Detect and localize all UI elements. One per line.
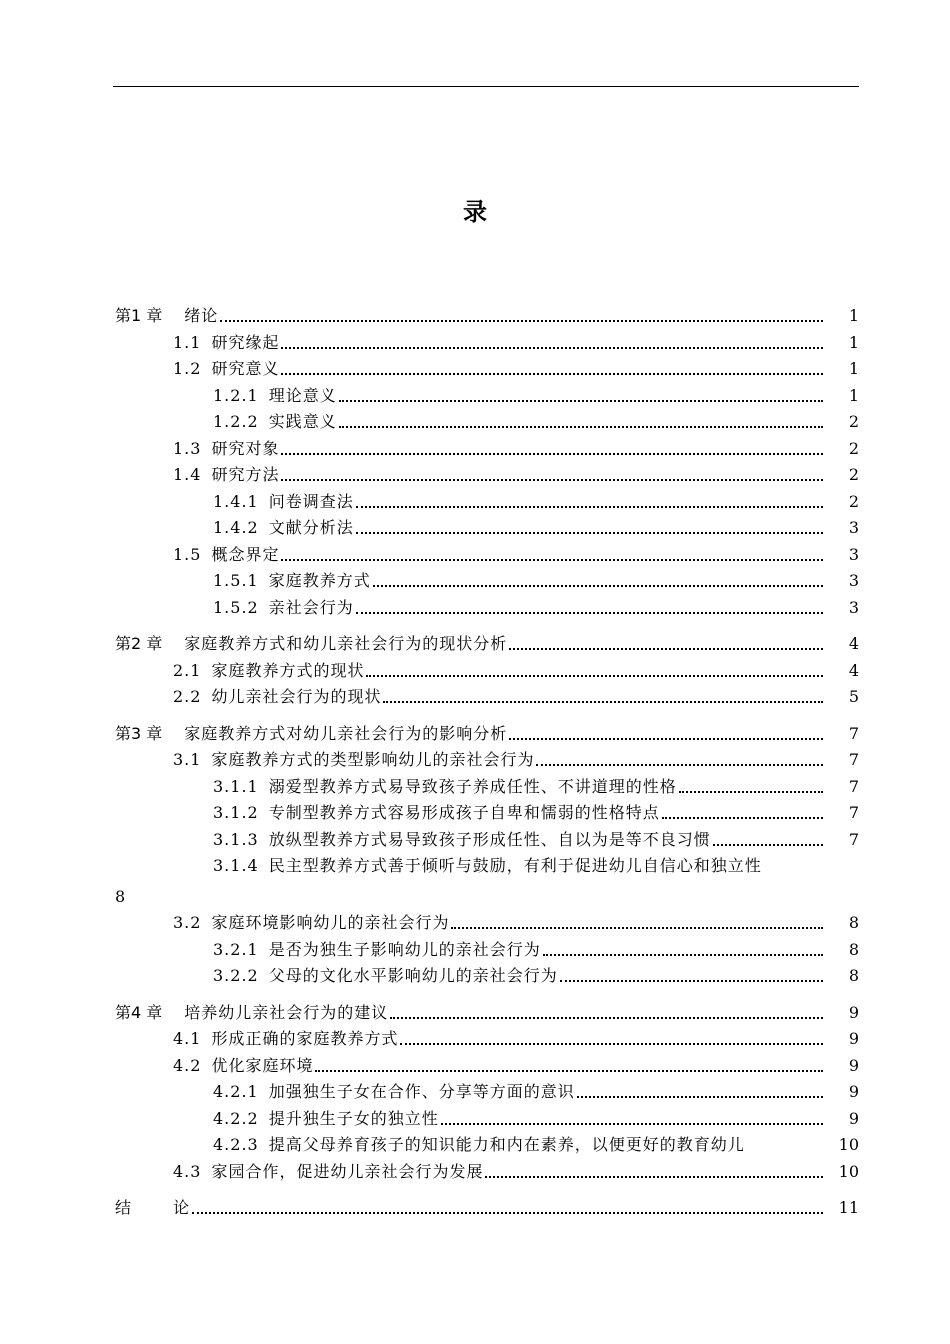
leader-dots: [356, 500, 823, 508]
toc-label: 理论意义: [268, 385, 337, 405]
toc-number: 4.1: [173, 1029, 202, 1048]
toc-chapter-entry[interactable]: [115, 628, 859, 654]
toc-number: 2.1: [173, 660, 202, 680]
leader-dots: [281, 447, 823, 455]
toc-number: 3.2.2: [213, 966, 259, 985]
toc-number: 3.2: [173, 913, 202, 932]
leader-dots: [543, 948, 823, 956]
toc-page-number: 7: [848, 803, 859, 822]
toc-page-number: 5: [848, 687, 859, 706]
toc-entry[interactable]: [115, 539, 859, 565]
toc-page-number: 3: [848, 518, 859, 537]
toc-chapter-entry[interactable]: [115, 997, 859, 1023]
toc-entry[interactable]: [115, 1076, 859, 1102]
toc-page-number: 3: [848, 597, 859, 617]
toc-number: 1.5: [173, 544, 202, 564]
leader-dots: [315, 1064, 823, 1072]
toc-number: 1.1: [173, 332, 202, 352]
toc-number: 3.2.1: [213, 939, 259, 959]
leader-dots: [366, 669, 823, 677]
leader-dots: [509, 732, 823, 740]
toc-page-number: 1: [848, 332, 859, 352]
toc-page-number: 2: [848, 465, 859, 484]
leader-dots: [356, 526, 823, 534]
toc-number: 3.1.2: [213, 803, 259, 822]
leader-dots: [281, 341, 823, 349]
toc-number: 1.5.1: [213, 571, 259, 590]
toc-entry[interactable]: [115, 512, 859, 538]
toc-label: 家庭教养方式的类型影响幼儿的亲社会行为: [211, 750, 535, 769]
toc-entry[interactable]: [115, 934, 859, 960]
toc-number: 2.2: [173, 687, 202, 706]
toc-label: 文献分析法: [268, 518, 354, 537]
leader-dots: [192, 1206, 823, 1214]
leader-dots: [441, 1117, 823, 1125]
toc-entry[interactable]: [115, 1156, 859, 1182]
toc-page-number: 1: [848, 306, 859, 325]
toc-page-number: 8: [848, 913, 859, 932]
toc-entry[interactable]: [115, 797, 859, 823]
toc-entry[interactable]: [115, 1103, 859, 1129]
toc-number: 3.1.1: [213, 776, 259, 796]
toc-entry[interactable]: [115, 744, 859, 770]
toc-label: 研究对象: [211, 438, 280, 458]
toc-label: 民主型教养方式善于倾听与鼓励，有利于促进幼儿自信心和独立性: [268, 856, 762, 875]
leader-dots: [536, 758, 823, 766]
toc-page-number: 9: [848, 1082, 859, 1101]
toc-entry[interactable]: [115, 565, 859, 591]
leader-dots: [356, 606, 823, 614]
toc-number: 4.2.1: [213, 1082, 259, 1101]
toc-label: 概念界定: [211, 544, 280, 564]
leader-dots: [339, 420, 823, 428]
page-title: 录: [463, 198, 487, 226]
leader-dots: [451, 921, 823, 929]
toc-chapter-entry[interactable]: [115, 718, 859, 744]
toc-number: 结: [115, 1198, 132, 1217]
toc-number: 1.4.2: [213, 518, 259, 537]
toc-page-number: 7: [848, 723, 859, 743]
toc-page-number: 1: [848, 385, 859, 405]
toc-page-number: 4: [848, 634, 859, 653]
toc-chapter-entry[interactable]: [115, 300, 859, 326]
toc-label: 优化家庭环境: [211, 1055, 314, 1075]
toc-label: 是否为独生子影响幼儿的亲社会行为: [268, 939, 541, 959]
toc-entry[interactable]: [115, 1023, 859, 1049]
toc-entry[interactable]: [115, 824, 859, 850]
toc-label: 家庭教养方式对幼儿亲社会行为的影响分析: [184, 723, 508, 743]
toc-page-number: 8: [115, 886, 126, 906]
toc-entry[interactable]: [115, 327, 859, 353]
toc-number: 3.1.3: [213, 829, 259, 849]
toc-label: 提高父母养育孩子的知识能力和内在素养，以便更好的教育幼儿: [268, 1135, 745, 1154]
leader-dots: [400, 1037, 823, 1045]
toc-number: 1.5.2: [213, 597, 259, 617]
toc-label: 加强独生子女在合作、分享等方面的意识: [268, 1082, 575, 1101]
toc-page-number: 8: [848, 939, 859, 959]
toc-label: 家庭环境影响幼儿的亲社会行为: [211, 913, 450, 932]
toc-page-number: 2: [848, 438, 859, 458]
toc-number: 4.3: [173, 1161, 202, 1181]
toc-label: 培养幼儿亲社会行为的建议: [184, 1002, 389, 1022]
toc-number: 4.2.2: [213, 1108, 259, 1128]
leader-dots: [373, 579, 823, 587]
toc-page-number: 2: [848, 412, 859, 431]
leader-dots: [281, 473, 823, 481]
toc-label: 幼儿亲社会行为的现状: [211, 687, 382, 706]
toc-entry[interactable]: [115, 592, 859, 618]
toc-number: 1.4.1: [213, 491, 259, 511]
toc-number: 第3 章: [115, 723, 163, 743]
leader-dots: [281, 367, 823, 375]
toc-number: 第4 章: [115, 1002, 163, 1022]
toc-page-number: 9: [848, 1055, 859, 1075]
toc-number: 4.2: [173, 1055, 202, 1075]
toc-label: 研究缘起: [211, 332, 280, 352]
toc-entry[interactable]: [115, 655, 859, 681]
toc-page-number: 10: [838, 1135, 859, 1154]
toc-entry[interactable]: [115, 771, 859, 797]
toc-entry[interactable]: [115, 907, 859, 933]
leader-dots: [662, 811, 823, 819]
leader-dots: [339, 394, 823, 402]
toc-entry[interactable]: [115, 1050, 859, 1076]
toc-entry[interactable]: [115, 380, 859, 406]
toc-label: 形成正确的家庭教养方式: [211, 1029, 399, 1048]
toc-label: 问卷调查法: [268, 491, 354, 511]
toc-page-number: 10: [838, 1161, 859, 1181]
leader-dots: [679, 785, 823, 793]
toc-label: 家庭教养方式的现状: [211, 660, 365, 680]
toc-page-number: 7: [848, 776, 859, 796]
toc-page-number: 7: [848, 829, 859, 849]
leader-dots: [390, 1011, 823, 1019]
toc-entry[interactable]: [115, 681, 859, 707]
leader-dots: [577, 1090, 823, 1098]
toc-entry[interactable]: [115, 1129, 859, 1155]
toc-entry[interactable]: [115, 960, 859, 986]
toc-label: 研究意义: [211, 359, 280, 378]
toc-number: 3.1.4: [213, 856, 259, 875]
leader-dots: [747, 1145, 823, 1151]
toc-label: 家庭教养方式和幼儿亲社会行为的现状分析: [184, 634, 508, 653]
toc-label: 实践意义: [268, 412, 337, 431]
toc-label: 提升独生子女的独立性: [268, 1108, 439, 1128]
toc-entry[interactable]: [115, 486, 859, 512]
toc-page-number: 11: [838, 1198, 859, 1217]
toc-entry[interactable]: [115, 353, 859, 379]
toc-label: 放纵型教养方式易导致孩子形成任性、自以为是等不良习惯: [268, 829, 711, 849]
leader-dots: [713, 838, 823, 846]
toc-label: 专制型教养方式容易形成孩子自卑和懦弱的性格特点: [268, 803, 660, 822]
toc-label: 论: [173, 1198, 191, 1217]
toc-label: 亲社会行为: [268, 597, 354, 617]
toc-entry[interactable]: [115, 459, 859, 485]
toc-label: 家庭教养方式: [268, 571, 371, 590]
toc-page-number: 9: [848, 1002, 859, 1022]
toc-entry[interactable]: [115, 406, 859, 432]
toc-page-number: 3: [848, 571, 859, 590]
toc-label: 家园合作，促进幼儿亲社会行为发展: [211, 1161, 484, 1181]
toc-number: 1.2: [173, 359, 202, 378]
toc-entry[interactable]: [115, 850, 859, 876]
toc-number: 4.2.3: [213, 1135, 259, 1154]
leader-dots: [509, 642, 823, 650]
toc-label: 溺爱型教养方式易导致孩子养成任性、不讲道理的性格: [268, 776, 677, 796]
toc-chapter-entry[interactable]: [115, 1192, 859, 1218]
toc-label: 父母的文化水平影响幼儿的亲社会行为: [268, 966, 558, 985]
toc-entry[interactable]: [115, 433, 859, 459]
toc-number: 1.2.1: [213, 385, 259, 405]
toc-number: 第1 章: [115, 306, 163, 325]
leader-dots: [383, 695, 823, 703]
toc-page-number: 9: [848, 1108, 859, 1128]
toc-page-number: 1: [848, 359, 859, 378]
toc-number: 1.3: [173, 438, 202, 458]
leader-dots: [281, 553, 823, 561]
toc-number: 第2 章: [115, 634, 163, 653]
leader-dots: [485, 1170, 823, 1178]
leader-dots: [560, 974, 823, 982]
leader-dots: [220, 314, 823, 322]
toc-page-number: 3: [848, 544, 859, 564]
toc-number: 1.2.2: [213, 412, 259, 431]
toc-page-number: 7: [848, 750, 859, 769]
toc-page-number: 9: [848, 1029, 859, 1048]
toc-number: 3.1: [173, 750, 202, 769]
toc-label: 绪论: [184, 306, 219, 325]
toc-number: 1.4: [173, 465, 202, 484]
toc-page-number: 2: [848, 491, 859, 511]
toc-page-number: 8: [848, 966, 859, 985]
toc-page-number: 4: [848, 660, 859, 680]
toc-label: 研究方法: [211, 465, 280, 484]
